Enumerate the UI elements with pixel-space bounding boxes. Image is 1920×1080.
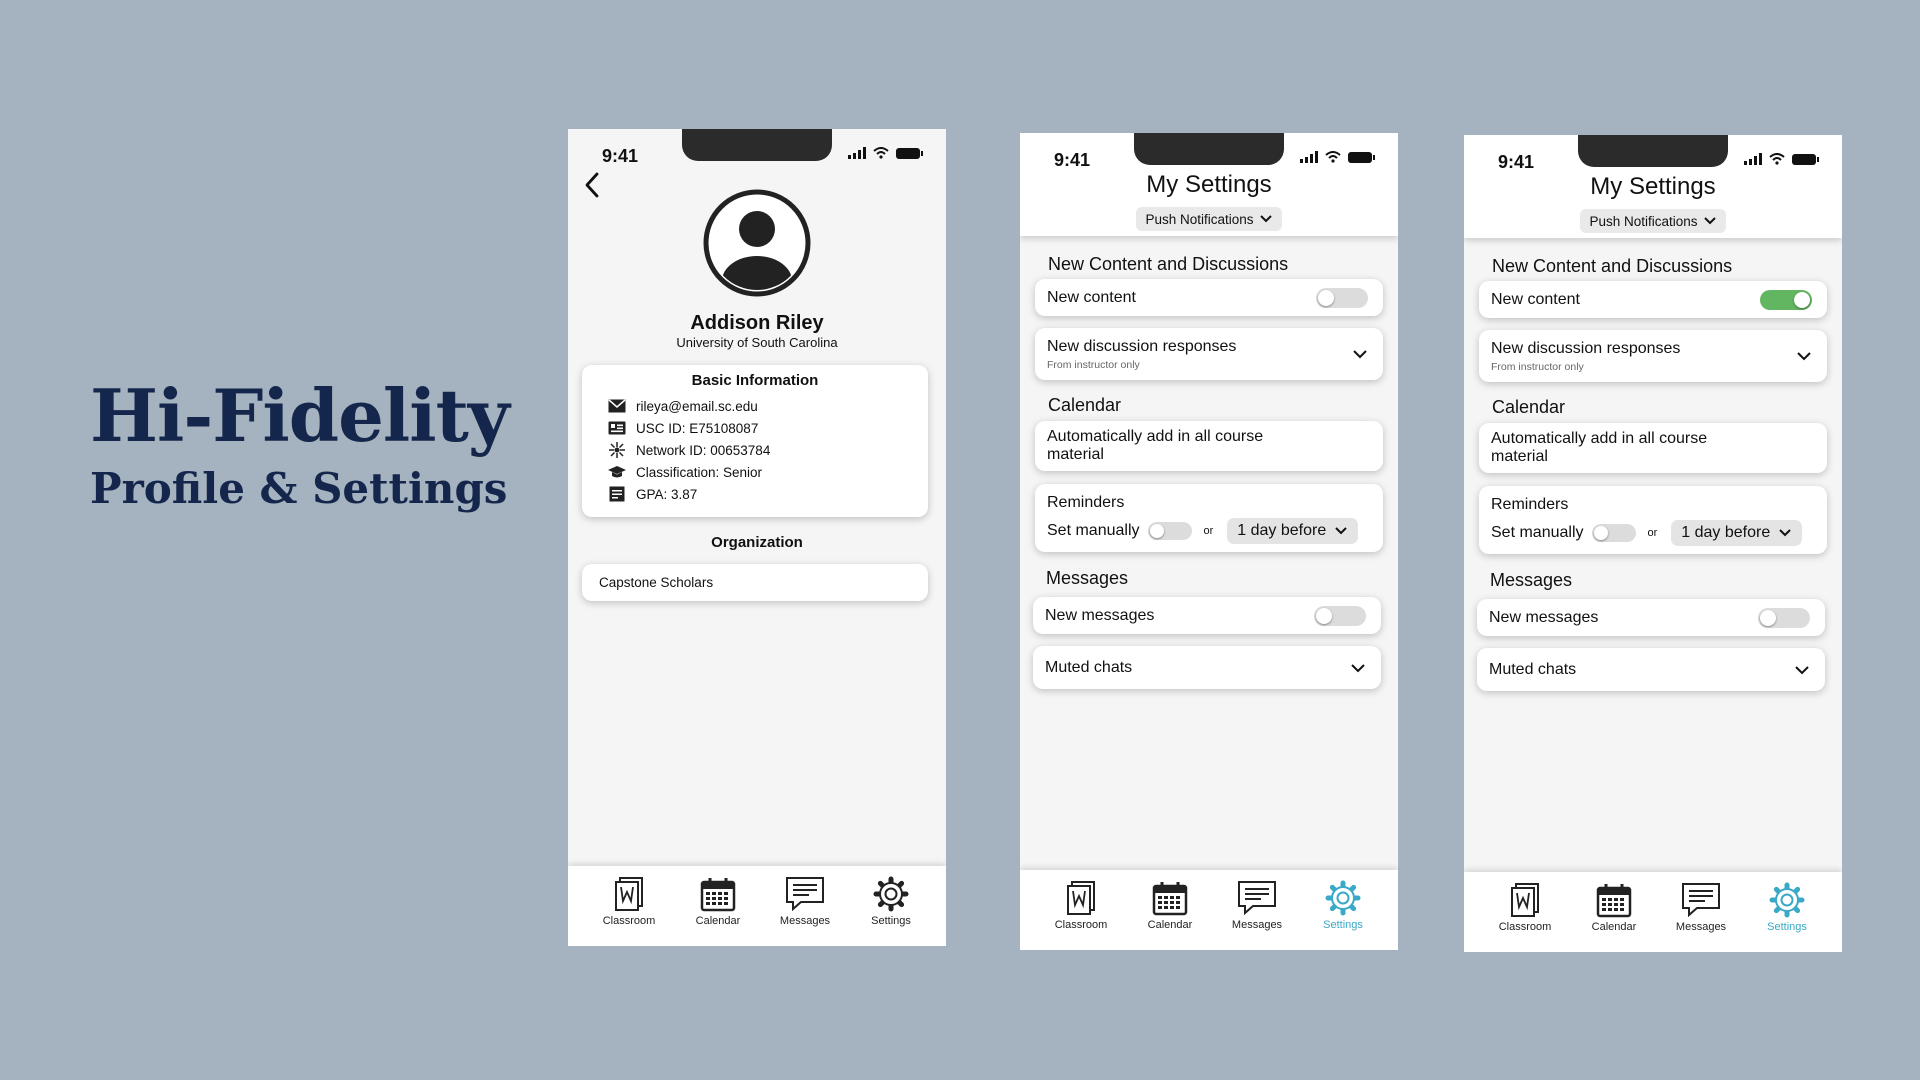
- usc-id-row: [608, 417, 928, 439]
- bottom-nav: [1464, 872, 1842, 952]
- network-id-text: Network ID: 00653784: [636, 442, 771, 458]
- notification-type-dropdown[interactable]: [1136, 207, 1282, 231]
- back-button[interactable]: [582, 171, 602, 204]
- new-messages-toggle[interactable]: [1314, 606, 1366, 626]
- settings-header: [1464, 135, 1842, 238]
- signal-icon: [848, 147, 866, 159]
- page-title: My Settings: [1146, 171, 1272, 198]
- signal-icon: [1300, 151, 1318, 163]
- settings-screen-on: [1464, 135, 1842, 952]
- avatar[interactable]: [703, 189, 811, 302]
- phone-notch: [1578, 135, 1728, 167]
- id-card-icon: [608, 421, 626, 435]
- chevron-down-icon: [1350, 663, 1366, 673]
- nav-classroom[interactable]: [1485, 882, 1565, 933]
- new-content-toggle[interactable]: [1760, 290, 1812, 310]
- set-manually-toggle[interactable]: [1592, 524, 1636, 542]
- network-id-row: [608, 439, 928, 461]
- status-icons: [1744, 153, 1816, 165]
- calendar-icon: [1152, 880, 1188, 916]
- muted-chats-label: Muted chats: [1045, 658, 1133, 676]
- nav-calendar-label: Calendar: [695, 915, 741, 927]
- classroom-icon: [1065, 880, 1097, 916]
- email-text: rileya@email.sc.edu: [636, 398, 758, 414]
- settings-screen-off: [1020, 133, 1398, 950]
- hero-title: Hi-Fidelity: [90, 373, 509, 458]
- wifi-icon: [1325, 151, 1341, 163]
- chevron-down-icon: [1352, 349, 1368, 359]
- status-icons: [1300, 151, 1372, 163]
- notification-type-label: Push Notifications: [1145, 211, 1254, 227]
- signal-icon: [1744, 153, 1762, 165]
- new-messages-row: [1477, 599, 1825, 636]
- set-manually-label: Set manually: [1047, 522, 1140, 539]
- reminders-row: [1479, 486, 1827, 554]
- organization-value: Capstone Scholars: [599, 575, 714, 590]
- muted-chats-row[interactable]: [1033, 646, 1381, 689]
- or-label: or: [1647, 527, 1658, 539]
- nav-settings[interactable]: [1747, 882, 1827, 933]
- classroom-icon: [1509, 882, 1541, 918]
- auto-add-label-line-1: Automatically add in all course: [1047, 428, 1264, 445]
- nav-classroom-label: Classroom: [602, 915, 656, 927]
- nav-calendar[interactable]: [678, 876, 758, 927]
- classification-row: [608, 461, 928, 483]
- nav-classroom[interactable]: [1041, 880, 1121, 931]
- reminder-timing-dropdown[interactable]: [1671, 520, 1802, 546]
- graduation-cap-icon: [608, 465, 626, 479]
- battery-icon: [896, 148, 920, 159]
- basic-information-title: Basic Information: [691, 372, 819, 389]
- messages-icon: [1237, 880, 1277, 916]
- gear-icon: [1769, 882, 1805, 918]
- gpa-icon: [608, 486, 626, 502]
- reminder-timing-value: 1 day before: [1681, 524, 1771, 541]
- reminders-row: [1035, 484, 1383, 552]
- reminders-label: Reminders: [1491, 496, 1569, 513]
- settings-header: [1020, 133, 1398, 236]
- reminder-timing-dropdown[interactable]: [1227, 518, 1358, 544]
- classification-text: Classification: Senior: [636, 464, 763, 480]
- page-title: My Settings: [1590, 173, 1716, 200]
- organization-title: Organization: [711, 534, 803, 551]
- profile-school: University of South Carolina: [676, 335, 838, 350]
- auto-add-row[interactable]: [1479, 423, 1827, 473]
- nav-calendar-label: Calendar: [1591, 921, 1637, 933]
- new-messages-label: New messages: [1489, 608, 1599, 626]
- status-time: 9:41: [1054, 150, 1091, 170]
- notification-type-label: Push Notifications: [1589, 213, 1698, 229]
- chevron-down-icon: [1794, 665, 1810, 675]
- battery-icon: [1348, 152, 1372, 163]
- calendar-icon: [1596, 882, 1632, 918]
- nav-settings-label: Settings: [1767, 921, 1807, 933]
- chevron-down-icon: [1259, 214, 1273, 224]
- new-content-row: [1479, 281, 1827, 318]
- gpa-text: GPA: 3.87: [636, 486, 698, 502]
- set-manually-label: Set manually: [1491, 524, 1584, 541]
- auto-add-label-line-2: material: [1047, 446, 1104, 463]
- auto-add-row[interactable]: [1035, 421, 1383, 471]
- usc-id-text: USC ID: E75108087: [636, 420, 759, 436]
- set-manually-toggle[interactable]: [1148, 522, 1192, 540]
- phone-notch: [682, 129, 832, 161]
- classroom-icon: [613, 876, 645, 912]
- user-avatar-icon: [703, 189, 811, 297]
- nav-messages[interactable]: [1217, 880, 1297, 931]
- battery-icon: [1792, 154, 1816, 165]
- chevron-down-icon: [1778, 528, 1792, 538]
- messages-icon: [785, 876, 825, 912]
- new-messages-toggle[interactable]: [1758, 608, 1810, 628]
- bottom-nav: [568, 866, 946, 946]
- status-time: 9:41: [602, 146, 639, 166]
- nav-messages[interactable]: [1661, 882, 1741, 933]
- section-content-discussions: New Content and Discussions: [1492, 256, 1733, 276]
- new-discussion-row[interactable]: [1479, 330, 1827, 382]
- nav-settings[interactable]: [851, 876, 931, 927]
- gpa-row: [608, 483, 928, 505]
- new-discussion-label: New discussion responses: [1491, 339, 1681, 357]
- hero-subtitle: Profile & Settings: [90, 464, 508, 513]
- new-discussion-label: New discussion responses: [1047, 337, 1237, 355]
- email-row: [608, 395, 928, 417]
- nav-settings-label: Settings: [871, 915, 911, 927]
- status-icons: [848, 147, 920, 159]
- nav-messages[interactable]: [765, 876, 845, 927]
- section-calendar: Calendar: [1492, 397, 1566, 417]
- new-discussion-row[interactable]: [1035, 328, 1383, 380]
- chevron-down-icon: [1703, 216, 1717, 226]
- gear-icon: [873, 876, 909, 912]
- calendar-icon: [700, 876, 736, 912]
- chevron-down-icon: [1334, 526, 1348, 536]
- section-messages: Messages: [1046, 568, 1129, 588]
- or-label: or: [1203, 525, 1214, 537]
- wifi-icon: [873, 147, 889, 159]
- new-messages-row: [1033, 597, 1381, 634]
- gear-icon: [1325, 880, 1361, 916]
- chevron-down-icon: [1796, 351, 1812, 361]
- nav-messages-label: Messages: [1675, 921, 1727, 933]
- status-time: 9:41: [1498, 152, 1535, 172]
- nav-classroom-label: Classroom: [1054, 919, 1108, 931]
- new-content-label: New content: [1491, 290, 1580, 308]
- notification-type-dropdown[interactable]: [1580, 209, 1726, 233]
- muted-chats-label: Muted chats: [1489, 660, 1577, 678]
- new-content-row: [1035, 279, 1383, 316]
- new-messages-label: New messages: [1045, 606, 1155, 624]
- wifi-icon: [1769, 153, 1785, 165]
- section-content-discussions: New Content and Discussions: [1048, 254, 1289, 274]
- organization-card[interactable]: [582, 564, 928, 601]
- new-content-label: New content: [1047, 288, 1136, 306]
- reminder-timing-value: 1 day before: [1237, 522, 1327, 539]
- phone-notch: [1134, 133, 1284, 165]
- section-messages: Messages: [1490, 570, 1573, 590]
- basic-information-card: [582, 365, 928, 517]
- messages-icon: [1681, 882, 1721, 918]
- nav-calendar[interactable]: [1574, 882, 1654, 933]
- section-calendar: Calendar: [1048, 395, 1122, 415]
- reminders-label: Reminders: [1047, 494, 1125, 511]
- nav-settings-label: Settings: [1323, 919, 1363, 931]
- nav-classroom[interactable]: [589, 876, 669, 927]
- new-discussion-sublabel: From instructor only: [1491, 360, 1584, 373]
- auto-add-label-line-2: material: [1491, 448, 1548, 465]
- nav-calendar-label: Calendar: [1147, 919, 1193, 931]
- muted-chats-row[interactable]: [1477, 648, 1825, 691]
- network-icon: [608, 441, 626, 459]
- new-discussion-sublabel: From instructor only: [1047, 358, 1140, 371]
- bottom-nav: [1020, 870, 1398, 950]
- profile-name: Addison Riley: [690, 312, 824, 334]
- nav-messages-label: Messages: [779, 915, 831, 927]
- chevron-left-icon: [582, 171, 602, 199]
- nav-calendar[interactable]: [1130, 880, 1210, 931]
- new-content-toggle[interactable]: [1316, 288, 1368, 308]
- profile-screen: [568, 129, 946, 946]
- auto-add-label-line-1: Automatically add in all course: [1491, 430, 1708, 447]
- hero-heading: [90, 373, 509, 513]
- mail-icon: [608, 399, 626, 413]
- nav-messages-label: Messages: [1231, 919, 1283, 931]
- nav-settings[interactable]: [1303, 880, 1383, 931]
- nav-classroom-label: Classroom: [1498, 921, 1552, 933]
